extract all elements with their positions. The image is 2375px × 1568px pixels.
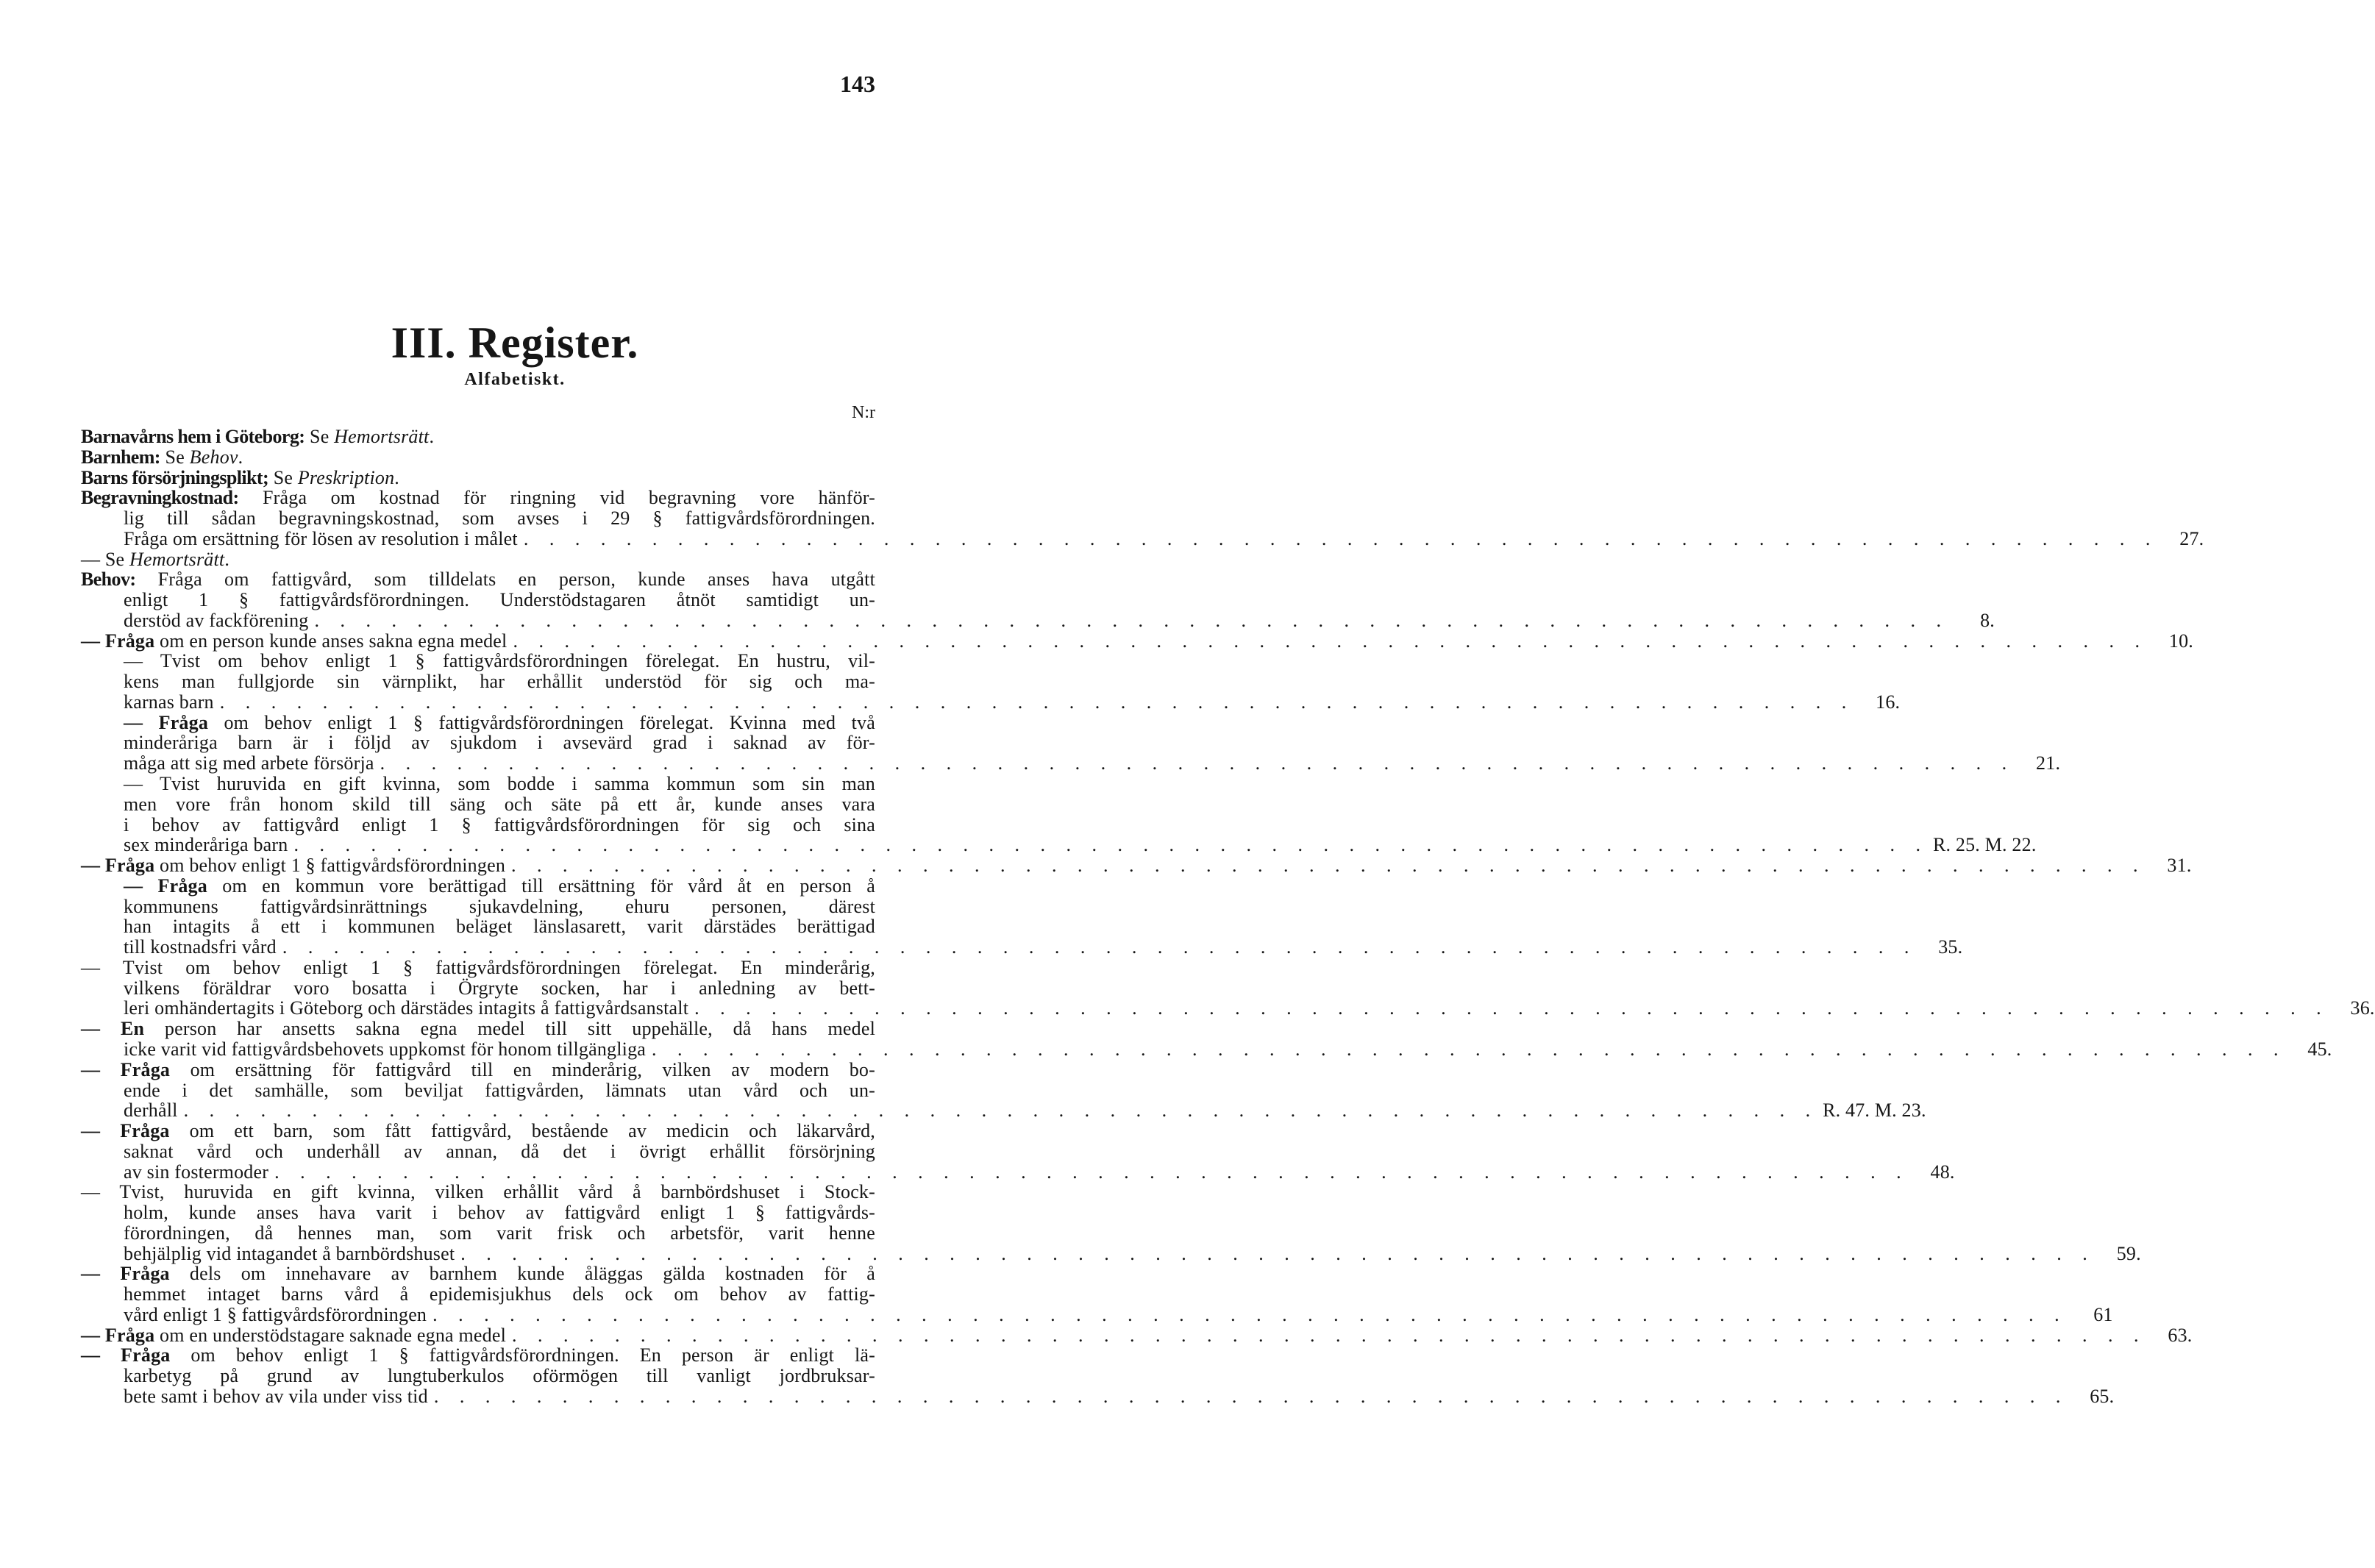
register-line (81, 733, 875, 753)
entry-text: till kostnadsfri vård (124, 936, 277, 958)
number-column-label: N:r (852, 403, 875, 422)
entry-text: Fråga om kostnad för ringning vid begravning vore hänför- (238, 487, 875, 509)
entry-text: — Fråga (81, 1344, 171, 1366)
entry-text: han intagits å ett i kommunen beläget länslasarett, varit därstädes berättigad (124, 916, 875, 938)
dot-leader: . . . . . . . . . . . . . . . . . . . . . . . . . . . . . . . . . . . . . . . . . . . . . . . . . . . . . . . . . . . . . . . . (433, 1385, 2069, 1407)
register-line (81, 527, 2204, 549)
register-line (81, 1324, 2193, 1346)
entry-text: hemmet intaget barns vård å epidemisjukhus dels ock om behov av fattig- (124, 1283, 875, 1305)
entry-text: . (429, 426, 435, 447)
register-line (81, 936, 1963, 958)
dot-leader: . . . . . . . . . . . . . . . . . . . . . . . . . . . . . . . . . . . . . . . . . . . . . . . . . . . . . . . . . . . . . . . . (523, 527, 2159, 549)
case-reference-number: 27. (2179, 527, 2204, 549)
register-line (81, 468, 875, 488)
entry-heading: Barnavårns hem i Göteborg: (81, 426, 305, 447)
entry-text: saknat vård och underhåll av annan, då det i övrigt erhållit försörjning (124, 1140, 875, 1162)
case-reference-number: 63. (2168, 1324, 2193, 1346)
entry-text: icke varit vid fattigvårdsbehovets uppkomst för honom tillgängliga (124, 1038, 647, 1060)
register-line (81, 997, 2375, 1019)
entry-text: vård enligt 1 § fattigvårdsförordningen (124, 1303, 427, 1325)
entry-text: lig till sådan begravningskostnad, som avses i 29 § fattigvårdsförordningen. (124, 507, 875, 530)
entry-text: minderåriga barn är i följd av sjukdom i avsevärd grad i saknad av för- (124, 732, 875, 754)
entry-text: kens man fullgjorde sin värnplikt, har erhållit understöd för sig och ma- (124, 671, 875, 693)
entry-text: men vore från honom skild till säng och säte på ett år, kunde anses vara (124, 793, 875, 815)
entry-text: karnas barn (124, 691, 214, 713)
entry-text: Hemortsrätt (129, 548, 225, 570)
entry-text: vilkens föräldrar voro bosatta i Örgryte socken, har i anledning av bett- (124, 977, 875, 999)
entry-text: enligt 1 § fattigvårdsförordningen. Understödstagaren åtnöt samtidigt un- (124, 589, 875, 611)
register-line (81, 1242, 2141, 1264)
entry-text: Preskription (297, 466, 395, 488)
entry-text: i behov av fattigvård enligt 1 § fattigvårdsförordningen för sig och sina (124, 813, 875, 835)
register-line (81, 671, 875, 692)
entry-text: bete samt i behov av vila under viss tid (124, 1385, 428, 1407)
case-reference-number: 36. (2350, 997, 2375, 1019)
register-line (81, 1385, 2115, 1407)
case-reference-number: 45. (2307, 1038, 2332, 1060)
dot-leader: . . . . . . . . . . . . . . . . . . . . . . . . . . . . . . . . . . . . . . . . . . . . . . . . . . . . . . . . . . . . . . . . (511, 855, 2146, 877)
dot-leader: . . . . . . . . . . . . . . . . . . . . . . . . . . . . . . . . . . . . . . . . . . . . . . . . . . . . . . . . . . . . . . . . (219, 691, 1855, 713)
register-line (81, 1264, 875, 1284)
case-reference-number: 61 (2093, 1303, 2113, 1325)
case-reference-number: 16. (1876, 691, 1901, 713)
entry-text: — Tvist om behov enligt 1 § fattigvårdsförordningen förelegat. En minderårig, (81, 956, 875, 978)
register-line (81, 569, 875, 590)
register-entries (81, 426, 2375, 1407)
register-line (81, 916, 875, 937)
entry-text: — Tvist om behov enligt 1 § fattigvårdsförordningen förelegat. En hustru, vil- (124, 650, 875, 672)
entry-text: — Fråga (81, 1324, 155, 1346)
dot-leader: . . . . . . . . . . . . . . . . . . . . . . . . . . . . . . . . . . . . . . . . . . . . . . . . . . . . . . . . . . . . . . . . (513, 630, 2148, 652)
case-reference-number: R. 25. M. 22. (1932, 834, 2037, 856)
register-line (81, 1060, 875, 1080)
register-line (81, 978, 875, 999)
dot-leader: . . . . . . . . . . . . . . . . . . . . . . . . . . . . . . . . . . . . . . . . . . . . . . . . . . . . . . . . . . . . . . . . (512, 1324, 2147, 1346)
dot-leader: . . . . . . . . . . . . . . . . . . . . . . . . . . . . . . . . . . . . . . . . . . . . . . . . . . . . . . . . . . . . . . . . (282, 936, 1918, 958)
entry-text: ende i det samhälle, som beviljat fattigvården, lämnats utan vård och un- (124, 1079, 875, 1101)
entry-text: derhåll (124, 1100, 178, 1122)
entry-text: Behov (189, 446, 238, 468)
entry-text: — Fråga (81, 1058, 171, 1080)
register-line (81, 897, 875, 917)
register-line (81, 549, 875, 570)
entry-text: — Fråga (81, 855, 155, 877)
register-line (81, 1161, 1955, 1183)
register-line (81, 958, 875, 978)
entry-text: måga att sig med arbete försörja (124, 752, 374, 774)
entry-text: . (238, 446, 243, 468)
dot-leader: . . . . . . . . . . . . . . . . . . . . . . . . . . . . . . . . . . . . . . . . . . . . . . . . . . . . . . . . . . . . . . . . (293, 834, 1929, 856)
case-reference-number: 31. (2167, 855, 2192, 877)
dot-leader: . . . . . . . . . . . . . . . . . . . . . . . . . . . . . . . . . . . . . . . . . . . . . . . . . . . . . . . . . . . . . . . . (652, 1038, 2287, 1060)
register-line (81, 630, 2193, 652)
entry-text: derstöd av fackförening (124, 609, 309, 631)
case-reference-number: 48. (1930, 1161, 1955, 1183)
dot-leader: . . . . . . . . . . . . . . . . . . . . . . . . . . . . . . . . . . . . . . . . . . . . . . . . . . . . . . . . . . . . . . . . (380, 752, 2015, 774)
register-line (81, 794, 875, 815)
register-line (81, 815, 875, 835)
register-line (81, 752, 2061, 774)
register-line (81, 691, 1901, 713)
case-reference-number: 10. (2168, 630, 2193, 652)
entry-heading: Behov: (81, 569, 136, 591)
case-reference-number: 35. (1938, 936, 1963, 958)
entry-text: kommunens fattigvårdsinrättnings sjukavdelning, ehuru personen, därest (124, 895, 875, 917)
register-line (81, 774, 875, 794)
register-line (81, 834, 2037, 856)
register-line (81, 1121, 875, 1141)
register-line (81, 1019, 875, 1039)
entry-text: om ersättning för fattigvård till en minderårig, vilken av modern bo- (170, 1058, 875, 1080)
entry-heading: Begravningkostnad: (81, 487, 239, 509)
page-subtitle: Alfabetiskt. (464, 370, 566, 389)
register-line (81, 1284, 875, 1305)
entry-text: — Fråga (81, 630, 155, 652)
entry-text: om behov enligt 1 § fattigvårdsförordningen. En person är enligt lä- (170, 1344, 875, 1366)
page-title: III. Register. (391, 318, 639, 367)
dot-leader: . . . . . . . . . . . . . . . . . . . . . . . . . . . . . . . . . . . . . . . . . . . . . . . . . . . . . . . . . . . . . . . . (694, 997, 2329, 1019)
entry-text: sex minderåriga barn (124, 834, 288, 856)
entry-text: Se (268, 466, 298, 488)
register-line (81, 1223, 875, 1244)
entry-heading: Barns försörjningsplikt; (81, 466, 269, 488)
entry-heading: Barnhem: (81, 446, 160, 468)
register-line (81, 713, 875, 733)
page-number: 143 (840, 71, 875, 97)
case-reference-number: R. 47. M. 23. (1823, 1100, 1926, 1122)
entry-text: karbetyg på grund av lungtuberkulos oförmögen till vanligt jordbruksar- (124, 1365, 875, 1387)
register-line (81, 1080, 875, 1101)
register-line (81, 447, 875, 468)
case-reference-number: 21. (2036, 752, 2061, 774)
entry-text: om behov enligt 1 § fattigvårdsförordningen (154, 855, 506, 877)
register-line (81, 1141, 875, 1162)
register-line (81, 1366, 875, 1386)
entry-text: om en person kunde anses sakna egna medel (154, 630, 508, 652)
entry-text: — Tvist huruvida en gift kvinna, som bodde i samma kommun som sin man (124, 773, 875, 795)
entry-text: Fråga om fattigvård, som tilldelats en person, kunde anses hava utgått (135, 569, 875, 591)
dot-leader: . . . . . . . . . . . . . . . . . . . . . . . . . . . . . . . . . . . . . . . . . . . . . . . . . . . . . . . . . . . . . . . . (314, 609, 1949, 631)
dot-leader: . . . . . . . . . . . . . . . . . . . . . . . . . . . . . . . . . . . . . . . . . . . . . . . . . . . . . . . . . . . . . . . . (274, 1161, 1909, 1183)
dot-leader: . . . . . . . . . . . . . . . . . . . . . . . . . . . . . . . . . . . . . . . . . . . . . . . . . . . . . . . . . . . . . . . . (460, 1242, 2096, 1264)
register-line (81, 651, 875, 671)
register-line (81, 855, 2192, 877)
case-reference-number: 59. (2116, 1242, 2141, 1264)
register-line (81, 488, 875, 508)
entry-text: förordningen, då hennes man, som varit frisk och arbetsför, varit henne (124, 1222, 875, 1244)
entry-text: — Se (81, 548, 129, 570)
dot-leader: . . . . . . . . . . . . . . . . . . . . . . . . . . . . . . . . . . . . . . . . . . . . . . . . . . . . . . . . . . . . . . . . (183, 1100, 1819, 1122)
entry-text: person har ansetts sakna egna medel till sitt uppehälle, då hans medel (144, 1018, 875, 1040)
entry-text: Se (305, 426, 335, 447)
entry-text: om en kommun vore berättigad till ersättning för vård åt en person å (207, 874, 875, 897)
entry-text: behjälplig vid intagandet å barnbördshuset (124, 1242, 455, 1264)
entry-text: om ett barn, som fått fattigvård, bestående av medicin och läkarvård, (169, 1120, 875, 1142)
entry-text: — Fråga (81, 1120, 170, 1142)
entry-text: Hemortsrätt (334, 426, 430, 447)
entry-text: . (224, 548, 230, 570)
register-line (81, 1345, 875, 1366)
entry-text: — Fråga (124, 711, 209, 733)
entry-text: — Fråga (124, 874, 207, 897)
case-reference-number: 8. (1980, 609, 1995, 631)
register-line (81, 427, 875, 447)
entry-text: om behov enligt 1 § fattigvårdsförordningen förelegat. Kvinna med två (208, 711, 875, 733)
entry-text: Se (160, 446, 190, 468)
case-reference-number: 65. (2090, 1385, 2115, 1407)
entry-text: dels om innehavare av barnhem kunde åläggas gälda kostnaden för å (169, 1263, 875, 1285)
register-line (81, 876, 875, 897)
entry-text: . (394, 466, 399, 488)
register-line (81, 508, 875, 529)
register-line (81, 1100, 1926, 1122)
entry-text: holm, kunde anses hava varit i behov av fattigvård enligt 1 § fattigvårds- (124, 1202, 875, 1224)
register-line (81, 590, 875, 610)
entry-text: — Fråga (81, 1263, 170, 1285)
entry-text: av sin fostermoder (124, 1161, 269, 1183)
register-line (81, 1038, 2332, 1060)
dot-leader: . . . . . . . . . . . . . . . . . . . . . . . . . . . . . . . . . . . . . . . . . . . . . . . . . . . . . . . . . . . . . . . . (432, 1303, 2068, 1325)
register-line (81, 1202, 875, 1223)
entry-text: om en understödstagare saknade egna medel (154, 1324, 506, 1346)
entry-text: Fråga om ersättning för lösen av resolution i målet (124, 527, 518, 549)
entry-text: leri omhändertagits i Göteborg och därstädes intagits å fattigvårdsanstalt (124, 997, 689, 1019)
entry-text: — En (81, 1018, 145, 1040)
register-line (81, 1303, 2113, 1325)
register-line (81, 609, 1995, 631)
entry-text: — Tvist, huruvida en gift kvinna, vilken erhållit vård å barnbördshuset i Stock- (81, 1181, 875, 1203)
register-line (81, 1182, 875, 1202)
